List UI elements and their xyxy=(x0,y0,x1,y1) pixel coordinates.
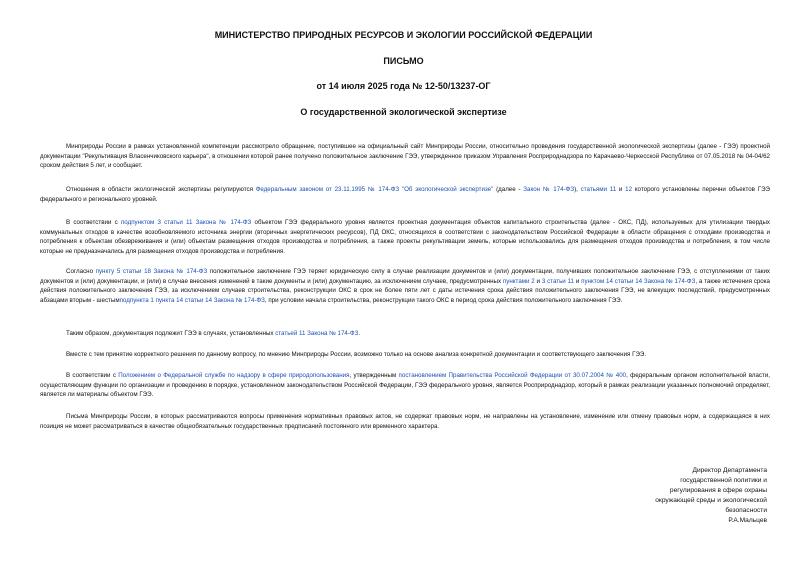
paragraph-validity xyxy=(40,267,770,305)
paragraph-conclusion xyxy=(40,329,770,339)
paragraph-federal-objects xyxy=(40,218,770,256)
text: Отношения в области экологической экспертизы регулируются xyxy=(66,186,256,193)
text: В соответствии с xyxy=(66,219,121,226)
government-decree-400-link[interactable]: постановлением Правительства Российской Федерации от 30.07.2004 № 400 xyxy=(398,372,627,379)
signature-name: Р.А.Мальцев xyxy=(728,516,767,524)
text: и xyxy=(534,277,542,285)
text: (далее - xyxy=(493,186,524,193)
law-174-short-link[interactable]: Закон № 174-ФЗ xyxy=(523,186,575,193)
text: В соответствии с xyxy=(66,372,119,379)
paragraph-disclaimer: Письма Минприроды России, в которых рассматриваются вопросы применения нормативных правовых актов, не содержат правовых норм, не направлены на установление, изменение или отмену правовых норм, а содержащаяся в них позиция не может рассматриваться в качестве общеобязательных государственных предписаний постоянного или временного характера. xyxy=(40,413,770,430)
text: , при условии начала строительства, реконструкции такого ОКС в период срока действия положительного заключения ГЭЭ. xyxy=(264,296,623,304)
text: ), xyxy=(574,186,581,193)
text: . xyxy=(358,330,361,337)
ministry-title: МИНИСТЕРСТВО ПРИРОДНЫХ РЕСУРСОВ И ЭКОЛОГИИ РОССИЙСКОЙ ФЕДЕРАЦИИ xyxy=(214,30,593,40)
signature-line: окружающей среды и экологической xyxy=(655,496,767,504)
article-11-law-link[interactable]: статьей 11 Закона № 174-ФЗ xyxy=(275,330,359,337)
document-date-number: от 14 июля 2025 года № 12-50/13237-ОГ xyxy=(316,81,491,91)
paragraph-intro: Минприроды России в рамках установленной компетенции рассмотрело обращение, поступившее на официальный сайт Минприроды России, относительно проведения государственной экологической экспертизы (далее - ГЭЭ) проектной документации "Рекультивация Власенчиковского карьера", в отношении которой ранее получено положительное заключение ГЭЭ, утвержденное приказом Управления Росприроднадзора по Карачаево-Черкесской Республике от 07.05.2018 № 04-04/62 сроком действия 5 лет, и сообщает. xyxy=(40,143,770,169)
points-3-article-11-link[interactable]: 3 статьи 11 xyxy=(541,277,575,285)
document-subject: О государственной экологической экспертизе xyxy=(300,107,507,117)
signature-block xyxy=(647,466,767,525)
paragraph-rosprirodnadzor xyxy=(40,371,770,400)
text: объектом ГЭЭ федерального уровня является проектная документация объектов капитального строительства (далее - ОКС, ПД), используемых для утилизации твердых коммунальных отходов в качестве возобновляемого источника энергии (вторичных энергетических ресурсов), ПД ОКС, относящихся в соответствии с законодательством Российской Федерации в области обращения с отходами производства и потребления к объектам обезвреживания и (или) объектам размещения отходов производства и потребления, а также проекты рекультивации земель, которые использовались для размещения отходов производства и потребления, в том числе которые не предназначались для размещения отходов производства и потребления. xyxy=(40,219,771,255)
paragraph-decision: Вместе с тем принятие корректного решения по данному вопросу, по мнению Минприроды России, возможно только на основе анализа конкретной документации и соответствующего заключения ГЭЭ. xyxy=(66,351,647,358)
article-18-link[interactable]: пункту 5 статьи 18 Закона № 174-ФЗ xyxy=(95,268,208,275)
text: , а также истечения срока действия положительного заключения ГЭЭ, за исключением случаев строительства, реконструкции ОКС в срок не более пяти лет с даты истечения срока действия положительного заключения ГЭЭ, не влекущих последствий, предусмотренных абзацами вторым - шестым xyxy=(40,277,770,304)
signature-line: государственной политики и xyxy=(680,476,767,484)
signature-line: безопасности xyxy=(725,506,767,514)
paragraph-regulation xyxy=(40,185,770,204)
signature-line: Директор Департамента xyxy=(692,467,767,474)
regulation-rpn-link[interactable]: Положением о Федеральной службе по надзору в сфере природопользования xyxy=(118,372,350,379)
point-14-article-14-link[interactable]: пунктом 14 статьи 14 Закона № 174-ФЗ xyxy=(581,277,696,285)
subparagraph-3-article-11-link[interactable]: подпунктом 3 статьи 11 Закона № 174-ФЗ xyxy=(120,219,252,226)
text: и xyxy=(616,186,626,193)
text: , утвержденным xyxy=(349,372,399,379)
article-12-link[interactable]: 12 xyxy=(625,186,633,193)
subpoint-1-point-14-link[interactable]: подпункта 1 пункта 14 статьи 14 Закона № 174-ФЗ xyxy=(119,296,265,304)
text: Согласно xyxy=(66,268,96,275)
text: положительное заключение ГЭЭ теряет юридическую силу в случае реализации документов и (или) документации, получивших положительное заключение ГЭЭ, с отступлениями от таких документов и (или) документации, и (или) в случае внесения изменений в такие документы и (или) документацию, за исключением случаев, предусмотренных xyxy=(40,268,770,285)
text: и xyxy=(574,277,582,285)
law-174-link[interactable]: Федеральным законом от 23.11.1995 № 174-ФЗ "Об экологической экспертизе" xyxy=(255,186,494,193)
points-2-link[interactable]: пунктами 2 xyxy=(502,277,535,285)
article-11-link[interactable]: статьями 11 xyxy=(580,186,617,193)
text: Таким образом, документация подлежит ГЭЭ в случаях, установленных xyxy=(66,330,276,337)
signature-line: регулирования в сфере охраны xyxy=(669,486,767,494)
document-type: ПИСЬМО xyxy=(383,56,424,66)
text: которого установлены перечни объектов ГЭЭ федерального и регионального уровней. xyxy=(40,186,770,203)
text: , федеральным органом исполнительной власти, осуществляющим функции по организации и проведению в порядке, установленном законодательством Российской Федерации, ГЭЭ федерального уровня, является Росприроднадзор, который в рамках реализации указанных полномочий определяет, является ли материалы объектом ГЭЭ. xyxy=(40,372,770,398)
